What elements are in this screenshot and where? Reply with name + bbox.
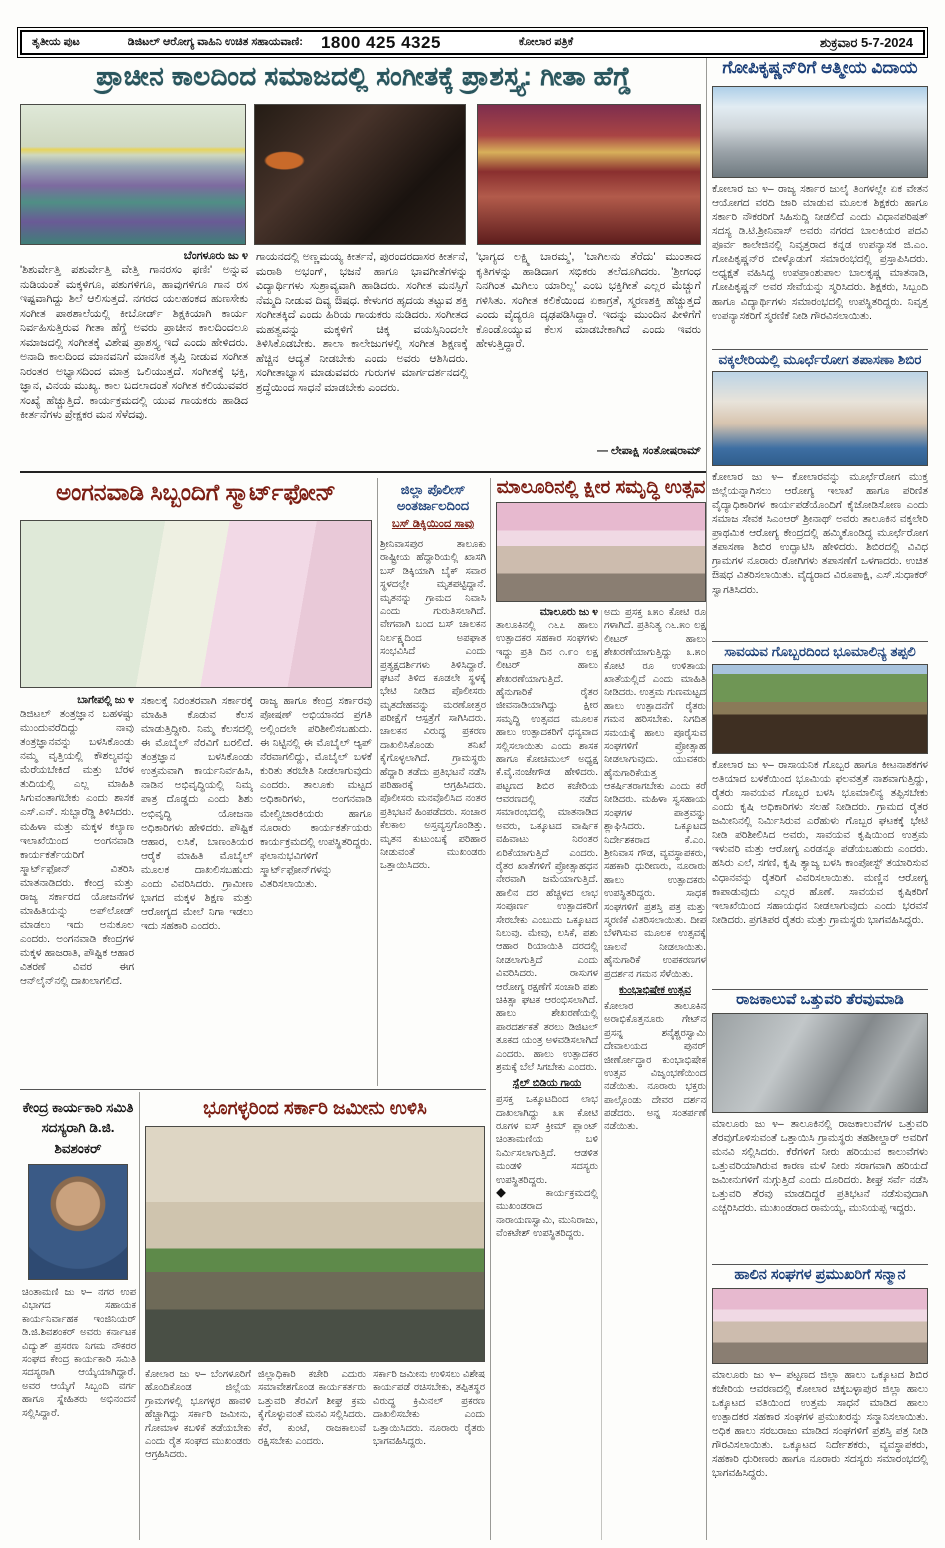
divider-lowerleft-top (20, 1089, 486, 1090)
drain-headline: ರಾಜಕಾಲುವೆ ಒತ್ತುವರಿ ತೆರವುಮಾಡಿ (736, 991, 904, 1008)
masthead (20, 30, 925, 55)
landgrab-column-3: ಸರ್ಕಾರಿ ಜಮೀನು ಉಳಿಸಲು ವಿಶೇಷ ಕಾರ್ಯಪಡೆ ರಚಿಸಬೇಕು, ತಪ್ಪಿತಸ್ಥರ ವಿರುದ್ಧ ಕ್ರಿಮಿನಲ್ ಪ್ರಕರಣ ದಾಖಲಿಸಬೇಕು ಎಂದು ಒತ್ತಾಯಿಸಿದರು. ನೂರಾರು ರೈತರು ಭಾಗವಹಿಸಿದ್ದರು. (373, 1369, 485, 1447)
lead-column-2: ಗಾಯನದಲ್ಲಿ ಅಣ್ಣಮಯ್ಯ ಕೀರ್ತನೆ, ಪುರಂದರದಾಸರ ಕೀರ್ತನೆ, ಮರಾಠಿ ಅಭಂಗ್, ಭಜನೆ ಹಾಗೂ ಭಾವಗೀತೆಗಳನ್ನು ವಿದ್ಯಾರ್ಥಿಗಳು ಸುಶ್ರಾವ್ಯವಾಗಿ ಹಾಡಿದರು. ಸಂಗೀತ ಮನಸ್ಸಿಗೆ ನೆಮ್ಮದಿ ನೀಡುವ ದಿವ್ಯ ಔಷಧ. ಕೇಳುಗರ ಹೃದಯ ತಟ್ಟುವ ಶಕ್ತಿ ಸಂಗೀತಕ್ಕಿದೆ ಎಂದು ಹಿರಿಯ ಗಾಯಕರು ನುಡಿದರು. ಸಂಗೀತದ ಮಹತ್ವವನ್ನು ಮಕ್ಕಳಿಗೆ ಚಿಕ್ಕ ವಯಸ್ಸಿನಿಂದಲೇ ತಿಳಿಸಿಕೊಡಬೇಕು. ಶಾಲಾ ಕಾಲೇಜುಗಳಲ್ಲಿ ಸಂಗೀತ ಶಿಕ್ಷಣಕ್ಕೆ ಹೆಚ್ಚಿನ ಆದ್ಯತೆ ನೀಡಬೇಕು ಎಂದು ಅವರು ಆಶಿಸಿದರು. ಸಂಗೀತಾಭ್ಯಾಸ ಮಾಡುವವರು ಗುರುಗಳ ಮಾರ್ಗದರ್ಶನದಲ್ಲಿ ಶ್ರದ್ಧೆಯಿಂದ ಸಾಧನೆ ಮಾಡಬೇಕು ಎಂದರು. (256, 251, 468, 394)
photo-land-protest-group (145, 1126, 485, 1362)
landgrab-column-1: ಕೋಲಾರ ಜು ೪– ಬೆಂಗಳೂರಿಗೆ ಹೊಂದಿಕೊಂಡ ಜಿಲ್ಲೆಯ ಗ್ರಾಮಗಳಲ್ಲಿ ಭೂಗಳ್ಳರ ಹಾವಳಿ ಹೆಚ್ಚಾಗಿದ್ದು ಸರ್ಕಾರಿ ಜಮೀನು, ಗೋಮಾಳ ಕಬಳಿಕೆ ತಡೆಯಬೇಕು ಎಂದು ರೈತ ಸಂಘದ ಮುಖಂಡರು ಆಗ್ರಹಿಸಿದರು. (145, 1369, 251, 1461)
bus-kicker (380, 482, 486, 515)
malur-body-1c (496, 1187, 598, 1241)
drain-body: ಮಾಲೂರು ಜು ೪– ತಾಲೂಕಿನಲ್ಲಿ ರಾಜಕಾಲುವೆಗಳ ಒತ್ತುವರಿ ತೆರವುಗೊಳಿಸುವಂತೆ ಒತ್ತಾಯಿಸಿ ಗ್ರಾಮಸ್ಥರು ತಹಶೀಲ್ದಾರ್ ಅವರಿಗೆ ಮನವಿ ಸಲ್ಲಿಸಿದರು. ಕೆರೆಗಳಿಗೆ ನೀರು ಹರಿಯುವ ಕಾಲುವೆಗಳು ಒತ್ತುವರಿಯಾಗಿರುವ ಕಾರಣ ಮಳೆ ನೀರು ಸರಾಗವಾಗಿ ಹರಿಯದೆ ಜಮೀನುಗಳಿಗೆ ನುಗ್ಗುತ್ತಿದೆ ಎಂದು ದೂರಿದರು. ಶೀಘ್ರ ಸರ್ವೆ ನಡೆಸಿ ಒತ್ತುವರಿ ತೆರವು ಮಾಡದಿದ್ದರೆ ಪ್ರತಿಭಟನೆ ನಡೆಸುವುದಾಗಿ ಎಚ್ಚರಿಸಿದರು. ಮುಖಂಡರಾದ ರಾಮಯ್ಯ, ಮುನಿಯಪ್ಪ ಇದ್ದರು. (712, 1118, 928, 1215)
bus-headline: ಬಸ್ ಡಿಕ್ಕಿಯಿಂದ ಸಾವು (391, 518, 475, 530)
divider-bus-left (377, 478, 378, 1086)
photo-music-class (20, 104, 246, 245)
malur-subhead-2: ಕುಂಭಾಭಿಷೇಕ ಉತ್ಸವ (619, 983, 691, 996)
divider-malur-cols (601, 610, 602, 1540)
malur-subhead-1: ಸ್ಪೆಲ್ ಬಿಡಿಯ ಗಾಯ (512, 1077, 582, 1090)
bus-kicker-line1: ಜಿಲ್ಲಾ ಪೊಲೀಸ್ (400, 482, 466, 497)
epilepsy-headline: ವಕ್ಕಲೇರಿಯಲ್ಲಿ ಮೂರ್ಛೆರೋಗ ತಪಾಸಣಾ ಶಿಬಿರ (718, 352, 922, 367)
divider-rail (706, 58, 707, 1540)
farewell-headline: ಗೋಪಿಕೃಷ್ಣನ್‌ರಿಗೆ ಆತ್ಮೀಯ ವಿದಾಯ (722, 58, 918, 77)
smartphone-body-1: ಡಿಜಿಟಲ್ ತಂತ್ರಜ್ಞಾನ ಬಹಳಷ್ಟು ಮುಂದುವರೆದಿದ್ದು ನಾವು ತಂತ್ರಜ್ಞಾನವನ್ನು ಬಳಸಿಕೊಂಡು ನಮ್ಮ ವೃತ್ತಿಯಲ್ಲಿ ಕೌಶಲ್ಯವನ್ನು ಮೆರೆಯಬೇಕಿದೆ ಮತ್ತು ಬೆರಳ ತುದಿಯಲ್ಲಿ ಎಲ್ಲ ಮಾಹಿತಿ ಸಿಗುವಂತಾಗಬೇಕು ಎಂದು ಶಾಸಕ ಎಸ್.ಎನ್. ಸುಬ್ಬಾರೆಡ್ಡಿ ತಿಳಿಸಿದರು. ಮಹಿಳಾ ಮತ್ತು ಮಕ್ಕಳ ಕಲ್ಯಾಣ ಇಲಾಖೆಯಿಂದ ಅಂಗನವಾಡಿ ಕಾರ್ಯಕರ್ತೆಯರಿಗೆ ಸ್ಮಾರ್ಟ್‌ಫೋನ್ ವಿತರಿಸಿ ಮಾತನಾಡಿದರು. ಕೇಂದ್ರ ಮತ್ತು ರಾಜ್ಯ ಸರ್ಕಾರದ ಯೋಜನೆಗಳ ಮಾಹಿತಿಯನ್ನು ಅಪ್‌ಲೋಡ್ ಮಾಡಲು ಇದು ಅನುಕೂಲ ಎಂದರು. ಅಂಗನವಾಡಿ ಕೇಂದ್ರಗಳ ಮಕ್ಕಳ ಹಾಜರಾತಿ, ಪೌಷ್ಟಿಕ ಆಹಾರ ವಿತರಣೆ ವಿವರ ಈಗ ಆನ್‌ಲೈನ್‌ನಲ್ಲಿ ದಾಖಲಾಗಲಿದೆ. (20, 708, 134, 988)
photo-compost-field (712, 664, 928, 754)
divider-malur-left (490, 478, 491, 1540)
photo-memorandum-handover (712, 1013, 928, 1113)
milk-awards-body: ಮಾಲೂರು ಜು ೪– ಪಟ್ಟಣದ ಜಿಲ್ಲಾ ಹಾಲು ಒಕ್ಕೂಟದ ಶಿಬಿರ ಕಚೇರಿಯ ಆವರಣದಲ್ಲಿ ಕೋಲಾರ ಚಿಕ್ಕಬಳ್ಳಾಪುರ ಜಿಲ್ಲಾ ಹಾಲು ಒಕ್ಕೂಟದ ವತಿಯಿಂದ ಉತ್ತಮ ಸಾಧನೆ ಮಾಡಿದ ಹಾಲು ಉತ್ಪಾದಕರ ಸಹಕಾರ ಸಂಘಗಳ ಪ್ರಮುಖರನ್ನು ಸನ್ಮಾನಿಸಲಾಯಿತು. ಅಧಿಕ ಹಾಲು ಸರಬರಾಜು ಮಾಡಿದ ಸಂಘಗಳಿಗೆ ಪ್ರಶಸ್ತಿ ಪತ್ರ ನೀಡಿ ಗೌರವಿಸಲಾಯಿತು. ಒಕ್ಕೂಟದ ನಿರ್ದೇಶಕರು, ವ್ಯವಸ್ಥಾಪಕರು, ಸಹಕಾರಿ ಧುರೀಣರು ಹಾಗೂ ನೂರಾರು ಸದಸ್ಯರು ಸಮಾರಂಭದಲ್ಲಿ ಭಾಗವಹಿಸಿದ್ದರು. (712, 1369, 928, 1480)
divider-under-lead (20, 471, 706, 473)
malur-body-1b: ಪ್ರಸಕ್ತ ಒಕ್ಕೂಟದಿಂದ ಲಾಭ ದಾಖಲಾಗಿದ್ದು ೩೫ ಕೋಟಿ ರೂಗಳ ಐಸ್ ಕ್ರೀಮ್ ಪ್ಲಾಂಟ್ ಚಿಂತಾಮಣಿಯ ಬಳಿ ನಿರ್ಮಿಸಲಾಗುತ್ತಿದೆ. ಆಡಳಿತ ಮಂಡಳಿ ಸದಸ್ಯರು ಉಪಸ್ಥಿತರಿದ್ದರು. (496, 1094, 598, 1186)
divider-rail-4 (712, 1264, 928, 1265)
smartphone-column-3: ರಾಜ್ಯ ಹಾಗೂ ಕೇಂದ್ರ ಸರ್ಕಾರವು ಪೋಷಣ್ ಅಭಿಯಾನದ ಪ್ರಗತಿ ಅಲ್ಲಿಂದಲೇ ಪರಿಶೀಲಿಸಬಹುದು. ಈ ನಿಟ್ಟಿನಲ್ಲಿ ಈ ಮೊಬೈಲ್ ಆ್ಯಪ್ ನೆರವಾಗಲಿದ್ದು, ಮೊಬೈಲ್ ಬಳಕೆ ಕುರಿತು ತರಬೇತಿ ನೀಡಲಾಗುವುದು ಎಂದರು. ತಾಲೂಕು ಮಟ್ಟದ ಅಧಿಕಾರಿಗಳು, ಅಂಗನವಾಡಿ ಮೇಲ್ವಿಚಾರಕಿಯರು ಹಾಗೂ ನೂರಾರು ಕಾರ್ಯಕರ್ತೆಯರು ಕಾರ್ಯಕ್ರಮದಲ್ಲಿ ಉಪಸ್ಥಿತರಿದ್ದರು. ಫಲಾನುಭವಿಗಳಿಗೆ ಸ್ಮಾರ್ಟ್‌ಫೋನ್‌ಗಳನ್ನು ವಿತರಿಸಲಾಯಿತು. (260, 695, 372, 890)
diamond-bullet-icon: ◆ (496, 1188, 525, 1200)
divider-rail-2 (712, 641, 928, 642)
smartphone-column-2: ಸಕಾಲಕ್ಕೆ ನಿರಂತರವಾಗಿ ಸರ್ಕಾರಕ್ಕೆ ಮಾಹಿತಿ ಕೊಡುವ ಕೆಲಸ ಮಾಡುತ್ತಿದ್ದೀರಿ. ನಿಮ್ಮ ಕೆಲಸದಲ್ಲಿ ಈ ಮೊಬೈಲ್ ನೆರವಿಗೆ ಬರಲಿದೆ. ತಂತ್ರಜ್ಞಾನ ಬಳಸಿಕೊಂಡು ಉತ್ತಮವಾಗಿ ಕಾರ್ಯನಿರ್ವಹಿಸಿ, ನಾಡಿನ ಅಭಿವೃದ್ಧಿಯಲ್ಲಿ ನಿಮ್ಮ ಪಾತ್ರ ದೊಡ್ಡದು ಎಂದು ಶಿಶು ಅಭಿವೃದ್ಧಿ ಯೋಜನಾ ಅಧಿಕಾರಿಗಳು ಹೇಳಿದರು. ಪೌಷ್ಟಿಕ ಆಹಾರ, ಲಸಿಕೆ, ಬಾಣಂತಿಯರ ಆರೈಕೆ ಮಾಹಿತಿ ಮೊಬೈಲ್ ಮೂಲಕ ದಾಖಲಿಸಬಹುದು ಎಂದು ವಿವರಿಸಿದರು. ಗ್ರಾಮೀಣ ಭಾಗದ ಮಕ್ಕಳ ಶಿಕ್ಷಣ ಮತ್ತು ಆರೋಗ್ಯದ ಮೇಲೆ ನಿಗಾ ಇಡಲು ಇದು ಸಹಕಾರಿ ಎಂದರು. (141, 695, 253, 932)
issue-date: ಶುಕ್ರವಾರ 5-7-2024 (819, 34, 913, 50)
landgrab-column-2: ಜಿಲ್ಲಾಧಿಕಾರಿ ಕಚೇರಿ ಎದುರು ಸಮಾವೇಶಗೊಂಡ ಕಾರ್ಯಕರ್ತರು ಒತ್ತುವರಿ ತೆರವಿಗೆ ಶೀಘ್ರ ಕ್ರಮ ಕೈಗೊಳ್ಳುವಂತೆ ಮನವಿ ಸಲ್ಲಿಸಿದರು. ಕೆರೆ, ಕುಂಟೆ, ರಾಜಕಾಲುವೆ ರಕ್ಷಿಸಬೇಕು ಎಂದರು. (258, 1369, 366, 1447)
bus-body: ಶ್ರೀನಿವಾಸಪುರ ತಾಲೂಕು ರಾಷ್ಟ್ರೀಯ ಹೆದ್ದಾರಿಯಲ್ಲಿ ಖಾಸಗಿ ಬಸ್ ಡಿಕ್ಕಿಯಾಗಿ ಬೈಕ್ ಸವಾರ ಸ್ಥಳದಲ್ಲೇ ಮೃತಪಟ್ಟಿದ್ದಾನೆ. ಮೃತನನ್ನು ಗ್ರಾಮದ ನಿವಾಸಿ ಎಂದು ಗುರುತಿಸಲಾಗಿದೆ. ವೇಗವಾಗಿ ಬಂದ ಬಸ್ ಚಾಲಕನ ನಿರ್ಲಕ್ಷ್ಯದಿಂದ ಅಪಘಾತ ಸಂಭವಿಸಿದೆ ಎಂದು ಪ್ರತ್ಯಕ್ಷದರ್ಶಿಗಳು ತಿಳಿಸಿದ್ದಾರೆ. ಘಟನೆ ತಿಳಿದ ಕೂಡಲೇ ಸ್ಥಳಕ್ಕೆ ಭೇಟಿ ನೀಡಿದ ಪೊಲೀಸರು ಮೃತದೇಹವನ್ನು ಮರಣೋತ್ತರ ಪರೀಕ್ಷೆಗೆ ಆಸ್ಪತ್ರೆಗೆ ಸಾಗಿಸಿದರು. ಚಾಲಕನ ವಿರುದ್ಧ ಪ್ರಕರಣ ದಾಖಲಿಸಿಕೊಂಡು ತನಿಖೆ ಕೈಗೊಳ್ಳಲಾಗಿದೆ. ಗ್ರಾಮಸ್ಥರು ಹೆದ್ದಾರಿ ತಡೆದು ಪ್ರತಿಭಟನೆ ನಡೆಸಿ ಪರಿಹಾರಕ್ಕೆ ಆಗ್ರಹಿಸಿದರು. ಪೊಲೀಸರು ಮನವೊಲಿಸಿದ ನಂತರ ಪ್ರತಿಭಟನೆ ಹಿಂಪಡೆದರು. ಸಂಚಾರ ಕೆಲಕಾಲ ಅಸ್ತವ್ಯಸ್ತಗೊಂಡಿತ್ತು. ಮೃತನ ಕುಟುಂಬಕ್ಕೆ ಪರಿಹಾರ ನೀಡುವಂತೆ ಮುಖಂಡರು ಒತ್ತಾಯಿಸಿದರು. (380, 539, 486, 872)
compost-body: ಕೋಲಾರ ಜು ೪– ರಾಸಾಯನಿಕ ಗೊಬ್ಬರ ಹಾಗೂ ಕೀಟನಾಶಕಗಳ ಅತಿಯಾದ ಬಳಕೆಯಿಂದ ಭೂಮಿಯ ಫಲವತ್ತತೆ ನಾಶವಾಗುತ್ತಿದ್ದು, ರೈತರು ಸಾವಯವ ಗೊಬ್ಬರ ಬಳಸಿ ಭೂಮಾಲಿನ್ಯ ತಪ್ಪಿಸಬೇಕು ಎಂದು ಕೃಷಿ ಅಧಿಕಾರಿಗಳು ಸಲಹೆ ನೀಡಿದರು. ಗ್ರಾಮದ ರೈತರ ಜಮೀನಿನಲ್ಲಿ ನಿರ್ಮಿಸಿರುವ ಎರೆಹುಳು ಗೊಬ್ಬರ ಘಟಕಕ್ಕೆ ಭೇಟಿ ನೀಡಿ ಪರಿಶೀಲಿಸಿದ ಅವರು, ಸಾವಯವ ಕೃಷಿಯಿಂದ ಉತ್ತಮ ಇಳುವರಿ ಮತ್ತು ಆರೋಗ್ಯ ಎರಡನ್ನೂ ಪಡೆಯಬಹುದು ಎಂದರು. ಹಸಿರು ಎಲೆ, ಸಗಣಿ, ಕೃಷಿ ತ್ಯಾಜ್ಯ ಬಳಸಿ ಕಾಂಪೋಸ್ಟ್ ತಯಾರಿಸುವ ವಿಧಾನವನ್ನು ರೈತರಿಗೆ ವಿವರಿಸಲಾಯಿತು. ಮಣ್ಣಿನ ಆರೋಗ್ಯ ಕಾಪಾಡುವುದು ಎಲ್ಲರ ಹೊಣೆ. ಸಾವಯವ ಕೃಷಿಕರಿಗೆ ಇಲಾಖೆಯಿಂದ ಸಹಾಯಧನ ನೀಡಲಾಗುವುದು ಎಂದು ಭರವಸೆ ನೀಡಿದರು. ಪ್ರಗತಿಪರ ರೈತರು ಮತ್ತು ಗ್ರಾಮಸ್ಥರು ಭಾಗವಹಿಸಿದ್ದರು. (712, 759, 928, 926)
photo-epilepsy-camp (712, 371, 928, 466)
photo-smartphone-distribution (20, 520, 372, 688)
farewell-body: ಕೋಲಾರ ಜು ೪– ರಾಜ್ಯ ಸರ್ಕಾರ ಜುಲೈ ತಿಂಗಳಲ್ಲೇ ಏಕ ವೇತನ ಆಯೋಗದ ವರದಿ ಜಾರಿ ಮಾಡುವ ಮೂಲಕ ಶಿಕ್ಷಕರು ಹಾಗೂ ಸರ್ಕಾರಿ ನೌಕರರಿಗೆ ಸಿಹಿಸುದ್ದಿ ನೀಡಲಿದೆ ಎಂದು ವಿಧಾನಪರಿಷತ್ ಸದಸ್ಯ ಡಿ.ಟಿ.ಶ್ರೀನಿವಾಸ್ ಅವರು ನಗರದ ಬಾಲಕಿಯರ ಪದವಿ ಪೂರ್ವ ಕಾಲೇಜಿನಲ್ಲಿ ನಿವೃತ್ತರಾದ ಕನ್ನಡ ಉಪನ್ಯಾಸಕ ಜಿ.ಎಂ. ಗೋಪಿಕೃಷ್ಣನ್‌ರ ಬೀಳ್ಕೊಡುಗೆ ಸಮಾರಂಭದಲ್ಲಿ ಪ್ರಸ್ತಾಪಿಸಿದರು. ಅಧ್ಯಕ್ಷತೆ ವಹಿಸಿದ್ದ ಉಪಪ್ರಾಂಶುಪಾಲ ಬಾಲಕೃಷ್ಣ ಮಾತನಾಡಿ, ಗೋಪಿಕೃಷ್ಣನ್ ಅವರ ಸೇವೆಯನ್ನು ಸ್ಮರಿಸಿದರು. ಶಿಕ್ಷಕರು, ಸಿಬ್ಬಂದಿ ಹಾಗೂ ವಿದ್ಯಾರ್ಥಿಗಳು ಸಮಾರಂಭದಲ್ಲಿ ಉಪಸ್ಥಿತರಿದ್ದರು. ನಿವೃತ್ತ ಉಪನ್ಯಾಸಕರಿಗೆ ಸ್ಮರಣಿಕೆ ನೀಡಿ ಗೌರವಿಸಲಾಯಿತು. (712, 183, 928, 322)
malur-body-2b: ಕೋಲಾರ ತಾಲೂಕಿನ ಅರಾಭಿಕೊತ್ತನೂರು ಗೇಟ್‌ನ ಪ್ರಸನ್ನ ಶನೈಶ್ಚರಸ್ವಾಮಿ ದೇವಾಲಯದ ಪುನರ್ ಜೀರ್ಣೋದ್ಧಾರ ಕುಂಭಾಭಿಷೇಕ ಉತ್ಸವ ವಿಜೃಂಭಣೆಯಿಂದ ನಡೆಯಿತು. ನೂರಾರು ಭಕ್ತರು ಪಾಲ್ಗೊಂಡು ದೇವರ ದರ್ಶನ ಪಡೆದರು. ಅನ್ನ ಸಂತರ್ಪಣೆ ನಡೆಯಿತು. (604, 1000, 706, 1133)
smartphone-headline: ಅಂಗನವಾಡಿ ಸಿಬ್ಬಂದಿಗೆ ಸ್ಮಾರ್ಟ್‌ಫೋನ್ (56, 479, 336, 505)
smartphone-column-1 (20, 694, 134, 1086)
helpline-number: 1800 425 4325 (320, 32, 441, 52)
photo-shivashankar-portrait (28, 1164, 128, 1280)
malur-body-2a: ಅದು ಪ್ರಸಕ್ತ ೩೫೦ ಕೋಟಿ ರೂ ಗಳಾಗಿದೆ. ಪ್ರತಿನಿತ್ಯ ೧೬.೫೦ ಲಕ್ಷ ಲೀಟರ್ ಹಾಲು ಶೇಖರಣೆಯಾಗುತ್ತಿದ್ದು ೩.೫೦ ಕೋಟಿ ರೂ ಉಳಿತಾಯ ಖಾತೆಯಲ್ಲಿದೆ ಎಂದು ಮಾಹಿತಿ ನೀಡಿದರು. ಉತ್ತಮ ಗುಣಮಟ್ಟದ ಹಾಲು ಉತ್ಪಾದನೆಗೆ ರೈತರು ಗಮನ ಹರಿಸಬೇಕು. ನಿಗದಿತ ಸಮಯಕ್ಕೆ ಹಾಲು ಪೂರೈಸುವ ಸಂಘಗಳಿಗೆ ಪ್ರೋತ್ಸಾಹ ನೀಡಲಾಗುವುದು. ಯುವಕರು ಹೈನುಗಾರಿಕೆಯತ್ತ ಆಕರ್ಷಿತರಾಗಬೇಕು ಎಂದು ಕರೆ ನೀಡಿದರು. ಮಹಿಳಾ ಸ್ವಸಹಾಯ ಸಂಘಗಳ ಪಾತ್ರವನ್ನು ಶ್ಲಾಘಿಸಿದರು. ಒಕ್ಕೂಟದ ನಿರ್ದೇಶಕರಾದ ಕೆ.ಎಂ. ಶ್ರೀನಿವಾಸ ಗೌಡ, ವ್ಯವಸ್ಥಾಪಕರು, ಸಹಕಾರಿ ಧುರೀಣರು, ನೂರಾರು ಹಾಲು ಉತ್ಪಾದಕರು ಉಪಸ್ಥಿತರಿದ್ದರು. ಸಾಧಕ ಸಂಘಗಳಿಗೆ ಪ್ರಶಸ್ತಿ ಪತ್ರ ಮತ್ತು ಸ್ಮರಣಿಕೆ ವಿತರಿಸಲಾಯಿತು. ದೀಪ ಬೆಳಗಿಸುವ ಮೂಲಕ ಉತ್ಸವಕ್ಕೆ ಚಾಲನೆ ನೀಡಲಾಯಿತು. ಹೈನುಗಾರಿಕೆ ಉಪಕರಣಗಳ ಪ್ರದರ್ಶನ ಗಮನ ಸೆಳೆಯಿತು. (604, 607, 706, 980)
shivashankar-headline: ಕೇಂದ್ರ ಕಾರ್ಯಕಾರಿ ಸಮಿತಿ ಸದಸ್ಯರಾಗಿ ಡಿ.ಜಿ. ಶಿವಶಂಕರ್ (22, 1100, 134, 1156)
paper-name: ಕೋಲಾರ ಪತ್ರಿಕೆ (518, 36, 574, 48)
malur-bullet-text: ಕಾರ್ಯಕ್ರಮದಲ್ಲಿ ಮುಖಂಡರಾದ ನಾರಾಯಣಸ್ವಾಮಿ, ಮುನಿರಾಜು, ವೆಂಕಟೇಶ್ ಉಪಸ್ಥಿತರಿದ್ದರು. (496, 1188, 598, 1240)
malur-headline: ಮಾಲೂರಿನಲ್ಲಿ ಕ್ಷೀರ ಸಮೃದ್ಧಿ ಉತ್ಸವ (496, 476, 706, 497)
milk-awards-headline: ಹಾಲಿನ ಸಂಘಗಳ ಪ್ರಮುಖರಿಗೆ ಸನ್ಮಾನ (734, 1267, 906, 1283)
photo-malur-festival (496, 502, 706, 602)
malur-column-2 (604, 606, 706, 1540)
divider-shiv-right (139, 1092, 140, 1540)
compost-headline: ಸಾವಯವ ಗೊಬ್ಬರದಿಂದ ಭೂಮಾಲಿನ್ಯ ತಪ್ಪಲಿ (724, 644, 916, 659)
lead-column-1 (20, 250, 248, 468)
lead-body-1: 'ಶಿಶುರ್ವೇತ್ತಿ ಪಶುರ್ವೇತ್ತಿ ವೇತ್ತಿ ಗಾನರಸಂ ಫಣಿಃ' ಅನ್ನುವ ನುಡಿಯಂತೆ ಮಕ್ಕಳಿಗೂ, ಪಶುಗಳಿಗೂ, ಹಾವುಗಳಿಗೂ ಗಾನ ರಸ ಇಷ್ಟವಾಗಿದ್ದು ಶಿಲೆ ಆಲಿಸುತ್ತದೆ. ನಗರದ ಯಲಹಂಕದ ಹುಣಸೇಕು ಸಂಗೀತ ಪಾಠಶಾಲೆಯಲ್ಲಿ ಕೀಬೋರ್ಡ್ ಶಿಕ್ಷಕಿಯಾಗಿ ಕಾರ್ಯ ನಿರ್ವಹಿಸುತ್ತಿರುವ ಗೀತಾ ಹೆಗ್ಡೆ ಅವರು ಪ್ರಾಚೀನ ಕಾಲದಿಂದಲೂ ಸಮಾಜದಲ್ಲಿ ಸಂಗೀತಕ್ಕೆ ವಿಶೇಷ ಪ್ರಾಶಸ್ತ್ಯ ಇದೆ ಎಂದು ಹೇಳಿದರು. ಅನಾದಿ ಕಾಲದಿಂದ ಮಾನವನಿಗೆ ಮಾನಸಿಕ ತೃಪ್ತಿ ನೀಡುವ ಸಂಗೀತ ನಿರಂತರ ಅಭ್ಯಾಸದಿಂದ ಮಾತ್ರ ಒಲಿಯುತ್ತದೆ. ಸಂಗೀತಕ್ಕೆ ಭಕ್ತಿ, ಜ್ಞಾನ, ವಿನಯ ಮುಖ್ಯ. ಕಾಲ ಬದಲಾದಂತೆ ಸಂಗೀತ ಕಲಿಯುವವರ ಸಂಖ್ಯೆ ಹೆಚ್ಚುತ್ತಿದೆ. ಕಾರ್ಯಕ್ರಮದಲ್ಲಿ ಯುವ ಗಾಯಕರು ಹಾಡಿದ ಕೀರ್ತನೆಗಳು ಪ್ರೇಕ್ಷಕರ ಮನ ಸೆಳೆದವು. (20, 264, 248, 422)
malur-dateline: ಮಾಲೂರು ಜು ೪ (539, 606, 598, 618)
lead-dateline: ಬೆಂಗಳೂರು ಜು ೪ (183, 250, 248, 262)
photo-farewell-group (712, 86, 928, 178)
helpline-label: ಡಿಜಿಟಲ್ ಆರೋಗ್ಯ ವಾಹಿನಿ ಉಚಿತ ಸಹಾಯವಾಣಿ: (127, 36, 303, 48)
malur-column-1 (496, 606, 598, 1540)
photo-stage-concert (477, 104, 701, 245)
divider-rail-3 (712, 989, 928, 990)
lead-signoff: — ಲೇಪಾಕ್ಷಿ ಸಂತೋಷರಾಮ್ (596, 445, 701, 457)
landgrab-headline: ಭೂಗಳ್ಳರಿಂದ ಸರ್ಕಾರಿ ಜಮೀನು ಉಳಿಸಿ (203, 1097, 427, 1118)
lead-column-3: 'ಭಾಗ್ಯದ ಲಕ್ಷ್ಮಿ ಬಾರಮ್ಮ', 'ಬಾಗಿಲನು ತೆರೆದು' ಮುಂತಾದ ಕೃತಿಗಳನ್ನು ಹಾಡಿದಾಗ ಸಭಿಕರು ತಲೆದೂಗಿದರು. 'ಶ್ರೀಗಂಧ ನಿನಗಿಂತ ಮಿಗಿಲು ಯಾರಿಲ್ಲ' ಎಂಬ ಭಕ್ತಿಗೀತೆ ಎಲ್ಲರ ಮೆಚ್ಚುಗೆ ಗಳಿಸಿತು. ಸಂಗೀತ ಕಲಿಕೆಯಿಂದ ಏಕಾಗ್ರತೆ, ಸ್ಮರಣಶಕ್ತಿ ಹೆಚ್ಚುತ್ತದೆ ಎಂದು ವೈದ್ಯರೂ ದೃಢಪಡಿಸಿದ್ದಾರೆ. ಇದನ್ನು ಮುಂದಿನ ಪೀಳಿಗೆಗೆ ಕೊಂಡೊಯ್ಯುವ ಕೆಲಸ ಮಾಡಬೇಕಾಗಿದೆ ಎಂದು ಇವರು ಹೇಳುತ್ತಿದ್ದಾರೆ. (476, 251, 701, 351)
photo-milk-award-group (712, 1288, 928, 1364)
bus-kicker-line2: ಅಂತರ್ಜಾಲದಿಂದ (396, 498, 470, 514)
epilepsy-body: ಕೋಲಾರ ಜು ೪– ಕೋಲಾರವನ್ನು ಮೂರ್ಛೆರೋಗ ಮುಕ್ತ ಜಿಲ್ಲೆಯನ್ನಾಗಿಸಲು ಆರೋಗ್ಯ ಇಲಾಖೆ ಹಾಗೂ ಪರಿಣಿತ ವೈದ್ಯಾಧಿಕಾರಿಗಳ ಕಾರ್ಯಪಡೆಯೊಂದಿಗೆ ಕೈಜೋಡಿಸೋಣ ಎಂದು ಸಮಾಜ ಸೇವಕ ಸಿಎಂಆರ್ ಶ್ರೀನಾಥ್ ಅವರು ತಾಲೂಕಿನ ವಕ್ಕಲೇರಿ ಪ್ರಾಥಮಿಕ ಆರೋಗ್ಯ ಕೇಂದ್ರದಲ್ಲಿ ಹಮ್ಮಿಕೊಂಡಿದ್ದ ಮೂರ್ಛೆರೋಗ ತಪಾಸಣಾ ಶಿಬಿರ ಉದ್ಘಾಟಿಸಿ ಹೇಳಿದರು. ಶಿಬಿರದಲ್ಲಿ ವಿವಿಧ ಗ್ರಾಮಗಳ ನೂರಾರು ರೋಗಿಗಳು ತಪಾಸಣೆಗೆ ಒಳಗಾದರು. ಉಚಿತ ಔಷಧ ವಿತರಿಸಲಾಯಿತು. ವೈದ್ಯರಾದ ವಿರೂಪಾಕ್ಷಿ, ಎಸ್.ಸುಧಾಕರ್ ಸ್ವಾಗತಿಸಿದರು. (712, 471, 928, 596)
shivashankar-body: ಚಿಂತಾಮಣಿ ಜು ೪– ನಗರ ಉಪ ವಿಭಾಗದ ಸಹಾಯಕ ಕಾರ್ಯನಿರ್ವಾಹಕ ಇಂಜಿನಿಯರ್ ಡಿ.ಜಿ.ಶಿವಶಂಕರ್ ಅವರು ಕರ್ನಾಟಕ ವಿದ್ಯುತ್ ಪ್ರಸರಣ ನಿಗಮ ನೌಕರರ ಸಂಘದ ಕೇಂದ್ರ ಕಾರ್ಯಕಾರಿ ಸಮಿತಿ ಸದಸ್ಯರಾಗಿ ಆಯ್ಕೆಯಾಗಿದ್ದಾರೆ. ಅವರ ಆಯ್ಕೆಗೆ ಸಿಬ್ಬಂದಿ ವರ್ಗ ಹಾಗೂ ಸ್ನೇಹಿತರು ಅಭಿನಂದನೆ ಸಲ್ಲಿಸಿದ್ದಾರೆ. (22, 1287, 136, 1419)
smartphone-dateline: ಬಾಗೇಪಲ್ಲಿ ಜು ೪ (77, 694, 134, 706)
divider-rail-1 (712, 349, 928, 350)
edition-label: ತೃತೀಯ ಪುಟ (32, 36, 80, 48)
lead-headline: ಪ್ರಾಚೀನ ಕಾಲದಿಂದ ಸಮಾಜದಲ್ಲಿ ಸಂಗೀತಕ್ಕೆ ಪ್ರಾಶಸ್ತ್ಯ: ಗೀತಾ ಹೆಗ್ಡೆ (96, 61, 632, 91)
malur-body-1a: ತಾಲೂಕಿನಲ್ಲಿ ೧೬೭ ಹಾಲು ಉತ್ಪಾದಕರ ಸಹಕಾರ ಸಂಘಗಳು ಇದ್ದು ಪ್ರತಿ ದಿನ ೧.೯೦ ಲಕ್ಷ ಲೀಟರ್ ಹಾಲು ಶೇಖರಣೆಯಾಗುತ್ತಿದೆ. ಹೈನುಗಾರಿಕೆ ರೈತರ ಜೀವನಾಡಿಯಾಗಿದ್ದು ಕ್ಷೀರ ಸಮೃದ್ಧಿ ಉತ್ಸವದ ಮೂಲಕ ಹಾಲು ಉತ್ಪಾದಕರಿಗೆ ಧನ್ಯವಾದ ಸಲ್ಲಿಸಲಾಯಿತು ಎಂದು ಶಾಸಕ ಹಾಗೂ ಕೋಚಿಮುಲ್ ಅಧ್ಯಕ್ಷ ಕೆ.ವೈ.ನಂಜೇಗೌಡ ಹೇಳಿದರು. ಪಟ್ಟಣದ ಶಿಬಿರ ಕಚೇರಿಯ ಆವರಣದಲ್ಲಿ ನಡೆದ ಸಮಾರಂಭದಲ್ಲಿ ಮಾತನಾಡಿದ ಅವರು, ಒಕ್ಕೂಟದ ವಾರ್ಷಿಕ ವಹಿವಾಟು ನಿರಂತರ ಏರಿಕೆಯಾಗುತ್ತಿದೆ ಎಂದರು. ರೈತರ ಖಾತೆಗಳಿಗೆ ಪ್ರೋತ್ಸಾಹಧನ ನೇರವಾಗಿ ಜಮೆಯಾಗುತ್ತಿದೆ. ಹಾಲಿನ ದರ ಹೆಚ್ಚಳದ ಲಾಭ ಸಂಪೂರ್ಣ ಉತ್ಪಾದಕರಿಗೆ ಸೇರಬೇಕು ಎಂಬುದು ಒಕ್ಕೂಟದ ನಿಲುವು. ಮೇವು, ಲಸಿಕೆ, ಪಶು ಆಹಾರ ರಿಯಾಯಿತಿ ದರದಲ್ಲಿ ನೀಡಲಾಗುತ್ತಿದೆ ಎಂದು ವಿವರಿಸಿದರು. ರಾಸುಗಳ ಆರೋಗ್ಯ ರಕ್ಷಣೆಗೆ ಸಂಚಾರಿ ಪಶು ಚಿಕಿತ್ಸಾ ಘಟಕ ಆರಂಭಿಸಲಾಗಿದೆ. ಹಾಲು ಶೇಖರಣೆಯಲ್ಲಿ ಪಾರದರ್ಶಕತೆ ತರಲು ಡಿಜಿಟಲ್ ತೂಕದ ಯಂತ್ರ ಅಳವಡಿಸಲಾಗಿದೆ ಎಂದರು. ಹಾಲು ಉತ್ಪಾದಕರ ಶ್ರಮಕ್ಕೆ ಬೆಲೆ ಸಿಗಬೇಕು ಎಂದರು. (496, 620, 598, 1073)
photo-studio-award (254, 104, 466, 245)
